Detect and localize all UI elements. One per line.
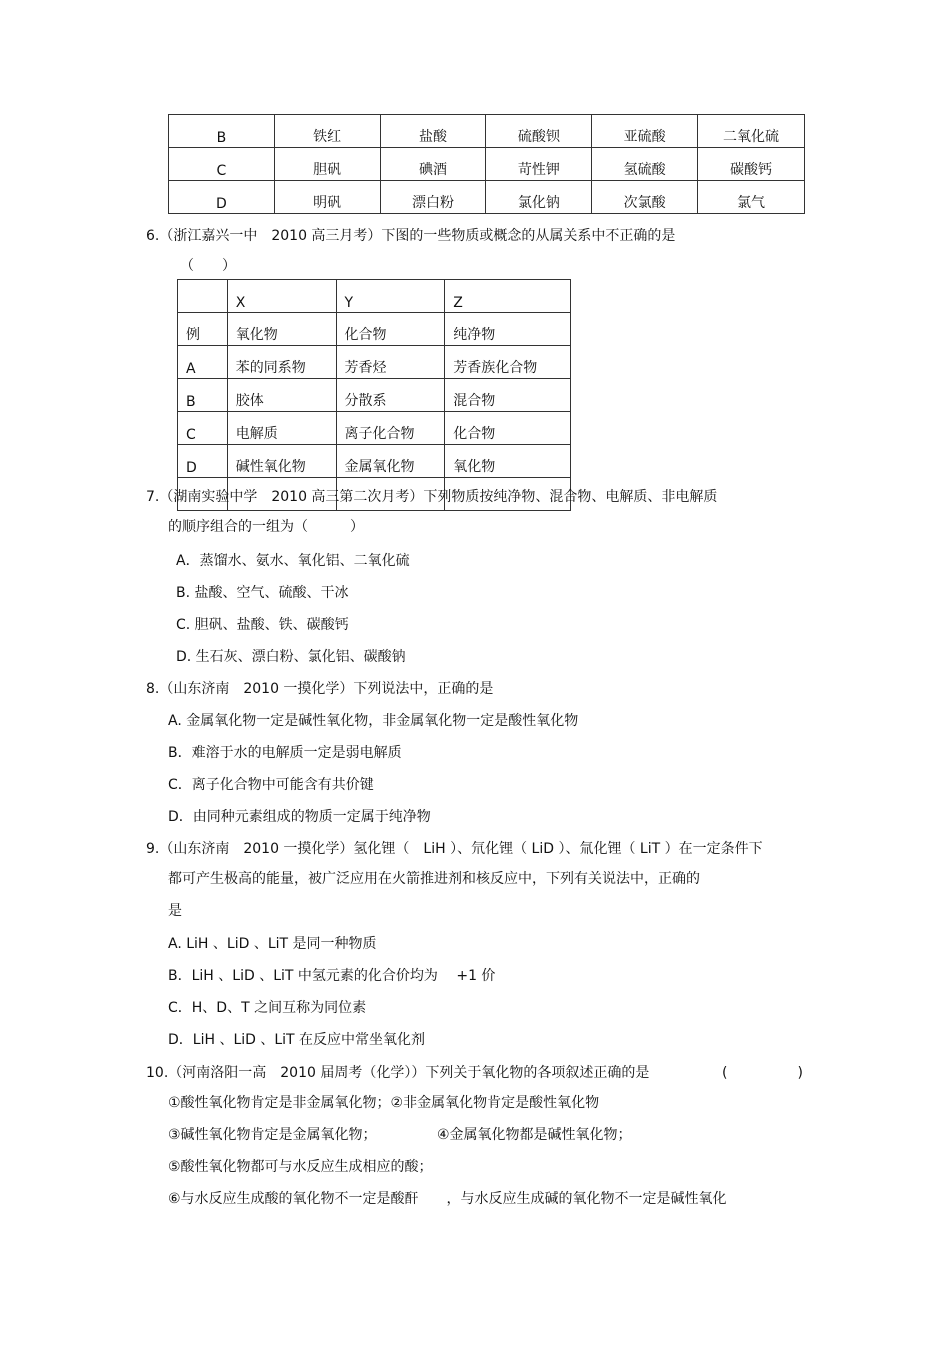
- table-cell: 芳香族化合物: [445, 346, 571, 379]
- table-row: [178, 313, 571, 346]
- table-cell: 例: [178, 313, 228, 346]
- table-cell: 胶体: [227, 379, 336, 412]
- q10-item-3: ③碱性氧化物肯定是金属氧化物；: [168, 1127, 377, 1143]
- q8-option-b: B．难溶于水的电解质一定是弱电解质: [168, 745, 402, 761]
- q9-stem-line3: 是: [168, 903, 182, 919]
- table-cell: C: [178, 412, 228, 445]
- table-cell: 纯净物: [445, 313, 571, 346]
- table-cell: 碱性氧化物: [227, 445, 336, 478]
- table-cell: 电解质: [227, 412, 336, 445]
- table-cell: 硫酸钡: [486, 115, 592, 148]
- table-row: [178, 346, 571, 379]
- table-header-cell: X: [227, 280, 336, 313]
- table-cell: 铁红: [274, 115, 380, 148]
- q8-stem: 8.（山东济南 2010 一摸化学）下列说法中，正确的是: [146, 681, 494, 697]
- table-header-row: [178, 280, 571, 313]
- table-row: [178, 412, 571, 445]
- q10-item-4: ④金属氧化物都是碱性氧化物；: [437, 1127, 632, 1143]
- table-cell: D: [169, 181, 275, 214]
- relationship-table: [177, 279, 571, 511]
- q7-stem-line1: 7.（湖南实验中学 2010 高三第二次月考）下列物质按纯净物、混合物、电解质、非电解质: [146, 489, 718, 505]
- q10-item-1-2: ①酸性氧化物肯定是非金属氧化物；②非金属氧化物肯定是酸性氧化物: [168, 1095, 600, 1111]
- table-row: [178, 445, 571, 478]
- table-cell: B: [169, 115, 275, 148]
- table-cell: 苛性钾: [486, 148, 592, 181]
- table-header-cell: [178, 280, 228, 313]
- q9-option-b: B．LiH 、LiD 、LiT 中氢元素的化合价均为 +1 价: [168, 968, 496, 984]
- table-cell: 化合物: [445, 412, 571, 445]
- q6-answer-blank: （ ）: [180, 258, 236, 274]
- table-cell: 胆矾: [274, 148, 380, 181]
- table-row: [169, 181, 805, 214]
- table-cell: A: [178, 346, 228, 379]
- q10-item-5: ⑤酸性氧化物都可与水反应生成相应的酸；: [168, 1159, 433, 1175]
- table-cell: 氧化物: [445, 445, 571, 478]
- table-cell: 碘酒: [380, 148, 486, 181]
- table-cell: 混合物: [445, 379, 571, 412]
- q9-stem-line2: 都可产生极高的能量，被广泛应用在火箭推进剂和核反应中，下列有关说法中，正确的: [168, 871, 700, 887]
- q8-option-c: C．离子化合物中可能含有共价键: [168, 777, 374, 793]
- table-cell: 氯气: [698, 181, 805, 214]
- table-cell: 金属氧化物: [336, 445, 445, 478]
- table-cell: 碳酸钙: [698, 148, 805, 181]
- table-cell: 氢硫酸: [592, 148, 698, 181]
- table-cell: 离子化合物: [336, 412, 445, 445]
- q7-option-c: C. 胆矾、盐酸、铁、碳酸钙: [176, 617, 349, 633]
- q10-stem: 10.（河南洛阳一高 2010 届周考（化学））下列关于氧化物的各项叙述正确的是: [146, 1065, 650, 1081]
- table-cell: C: [169, 148, 275, 181]
- table-cell: 苯的同系物: [227, 346, 336, 379]
- classification-table: [168, 114, 805, 214]
- table-header-cell: Y: [336, 280, 445, 313]
- table-cell: 明矾: [274, 181, 380, 214]
- table-cell: 分散系: [336, 379, 445, 412]
- table-cell: 漂白粉: [380, 181, 486, 214]
- q7-option-d: D. 生石灰、漂白粉、氯化铝、碳酸钠: [176, 649, 406, 665]
- q9-stem-line1: 9.（山东济南 2010 一摸化学）氢化锂（ LiH ）、氘化锂（ LiD ）、氚化锂（ LiT ）在一定条件下: [146, 841, 763, 857]
- q7-option-a: A．蒸馏水、氨水、氧化铝、二氧化硫: [176, 553, 410, 569]
- table-cell: D: [178, 445, 228, 478]
- q9-option-d: D．LiH 、LiD 、LiT 在反应中常坐氧化剂: [168, 1032, 426, 1048]
- q8-option-a: A. 金属氧化物一定是碱性氧化物，非金属氧化物一定是酸性氧化物: [168, 713, 579, 729]
- table-cell: 化合物: [336, 313, 445, 346]
- table-row: [169, 115, 805, 148]
- q8-option-d: D．由同种元素组成的物质一定属于纯净物: [168, 809, 431, 825]
- q9-option-a: A. LiH 、LiD 、LiT 是同一种物质: [168, 936, 377, 952]
- table-row: [178, 379, 571, 412]
- q6-stem: 6.（浙江嘉兴一中 2010 高三月考）下图的一些物质或概念的从属关系中不正确的是: [146, 228, 676, 244]
- table-cell: 二氧化硫: [698, 115, 805, 148]
- q10-answer-blank: ( ): [722, 1065, 803, 1081]
- q7-stem-line2: 的顺序组合的一组为（ ）: [168, 519, 364, 535]
- q10-item-6: ⑥与水反应生成酸的氧化物不一定是酸酐 ，与水反应生成碱的氧化物不一定是碱性氧化: [168, 1191, 727, 1207]
- table-cell: 芳香烃: [336, 346, 445, 379]
- table-cell: 亚硫酸: [592, 115, 698, 148]
- q7-option-b: B. 盐酸、空气、硫酸、干冰: [176, 585, 349, 601]
- table-header-cell: Z: [445, 280, 571, 313]
- table-cell: 氧化物: [227, 313, 336, 346]
- table-cell: 氯化钠: [486, 181, 592, 214]
- table-row: [169, 148, 805, 181]
- table-cell: 次氯酸: [592, 181, 698, 214]
- table-cell: B: [178, 379, 228, 412]
- q9-option-c: C．H、D、T 之间互称为同位素: [168, 1000, 367, 1016]
- table-cell: 盐酸: [380, 115, 486, 148]
